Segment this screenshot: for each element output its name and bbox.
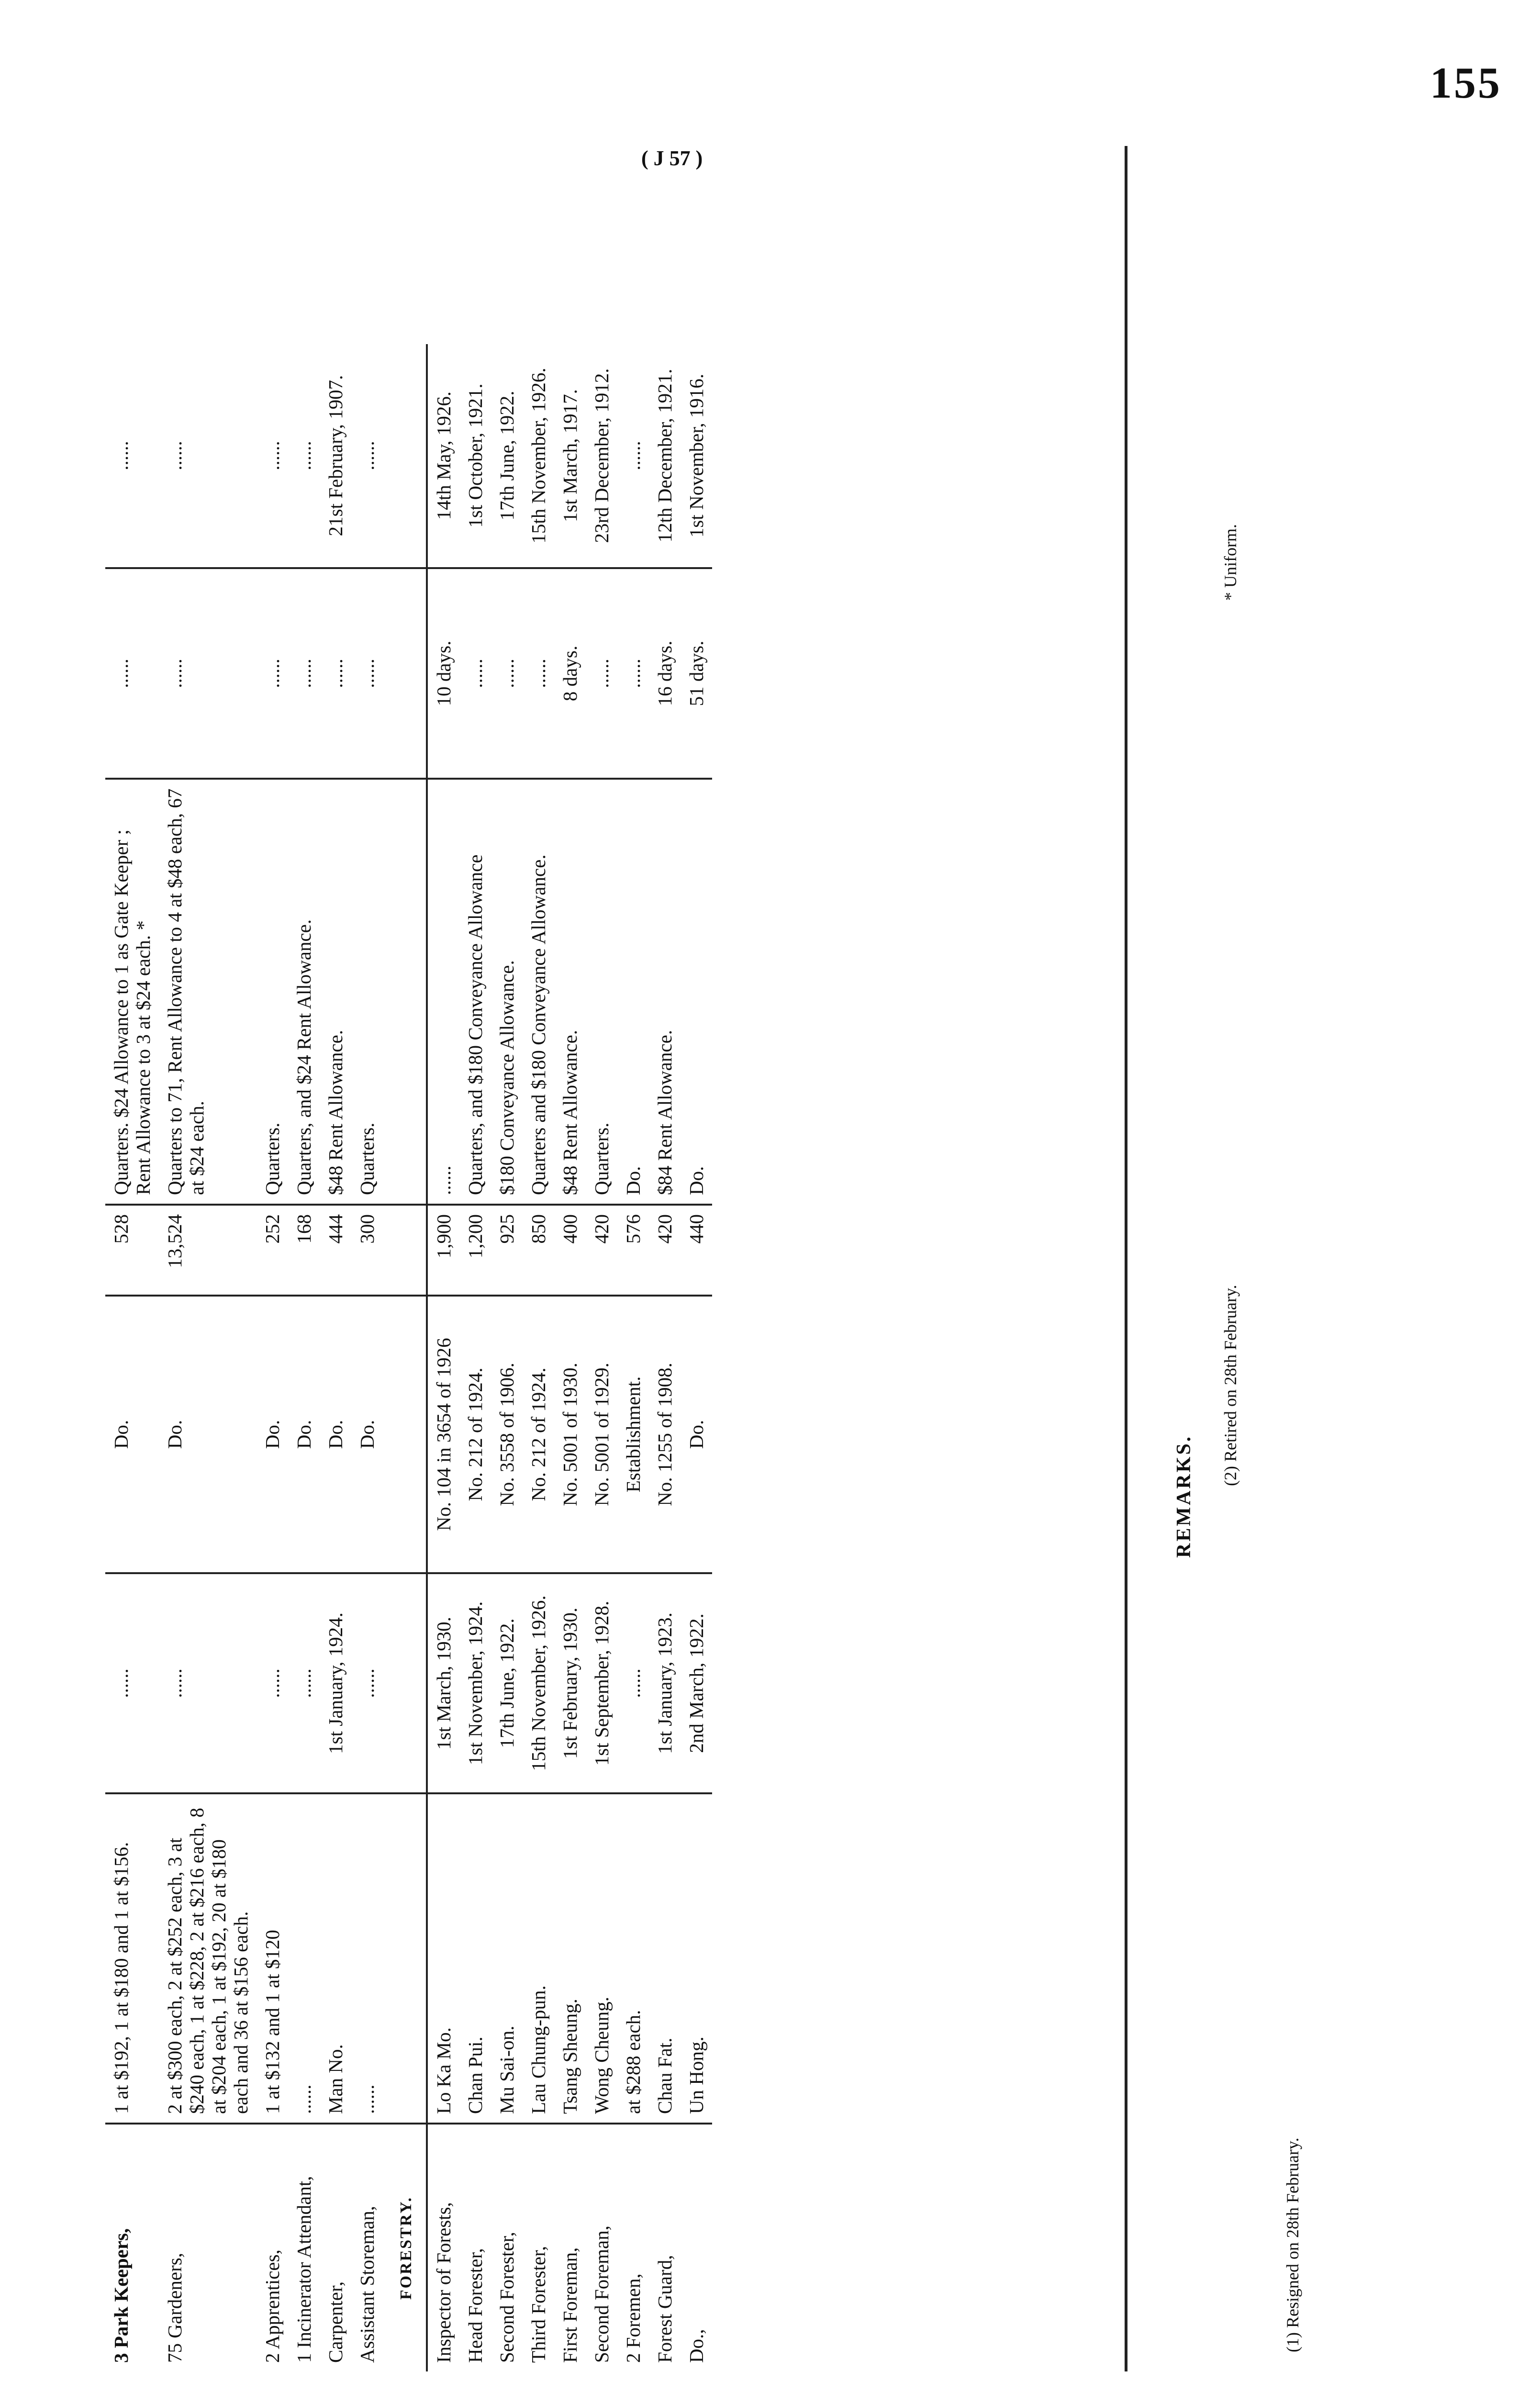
table-row (427, 344, 459, 2371)
empty-cell (383, 779, 427, 1205)
ledger-body (105, 344, 712, 2371)
post-title: Second Foreman, (591, 2225, 613, 2363)
remark-note-3: * Uniform. (1221, 524, 1240, 601)
section-cell (383, 2124, 427, 2371)
amount-cell: 420 (649, 1205, 681, 1296)
empty-cell (383, 344, 427, 568)
leave-cell: ...... (288, 568, 320, 779)
leave-cell: 16 days. (649, 568, 681, 779)
remark-note-1: (1) Resigned on 28th February. (1283, 2137, 1302, 2352)
post-title: Carpenter, (324, 2281, 346, 2363)
appointed-cell: ...... (159, 344, 257, 568)
amount-cell: 420 (586, 1205, 617, 1296)
officer-name: 2 at $300 each, 2 at $252 each, 3 at $240 each, 1 at $228, 2 at $216 each, 8 at $204 each, 1 at $192, 20 at $180 each and 36 at $156 each. (159, 1793, 257, 2124)
amount-cell: 850 (523, 1205, 554, 1296)
appointed-cell: 12th December, 1921. (649, 344, 681, 568)
table-row (617, 344, 649, 2371)
amount-cell: 925 (491, 1205, 523, 1296)
table-row (649, 344, 681, 2371)
officer-name: Lau Chung-pun. (523, 1793, 554, 2124)
date-cell: ...... (617, 1573, 649, 1793)
table-row (105, 344, 159, 2371)
allowances-cell: Do. (681, 779, 712, 1205)
table-row (554, 344, 586, 2371)
authority-cell: No. 5001 of 1929. (586, 1296, 617, 1573)
authority-cell: No. 104 in 3654 of 1926 (427, 1296, 459, 1573)
authority-cell: Do. (288, 1296, 320, 1573)
authority-cell: Do. (320, 1296, 351, 1573)
amount-cell: 444 (320, 1205, 351, 1296)
appointed-cell: 1st March, 1917. (554, 344, 586, 568)
allowances-cell: $48 Rent Allowance. (320, 779, 351, 1205)
officer-name: Tsang Sheung. (554, 1793, 586, 2124)
post-title: Do., (685, 2329, 707, 2363)
officer-name: at $288 each. (617, 1793, 649, 2124)
authority-cell: Do. (681, 1296, 712, 1573)
date-cell: 1st February, 1930. (554, 1573, 586, 1793)
officer-name: 1 at $132 and 1 at $120 (257, 1793, 288, 2124)
amount-cell: 1,200 (459, 1205, 491, 1296)
authority-cell: Do. (159, 1296, 257, 1573)
empty-cell (383, 568, 427, 779)
officer-name: Chau Fat. (649, 1793, 681, 2124)
allowances-cell: $48 Rent Allowance. (554, 779, 586, 1205)
appointed-cell: ...... (617, 344, 649, 568)
date-cell: 15th November, 1926. (523, 1573, 554, 1793)
date-cell: ...... (288, 1573, 320, 1793)
allowances-cell: Quarters. (586, 779, 617, 1205)
amount-cell: 13,524 (159, 1205, 257, 1296)
post-title: Forest Guard, (654, 2255, 676, 2363)
table-row (257, 344, 288, 2371)
post-title: Second Forester, (496, 2232, 518, 2363)
appointed-cell: 23rd December, 1912. (586, 344, 617, 568)
amount-cell: 1,900 (427, 1205, 459, 1296)
authority-cell: Do. (105, 1296, 159, 1573)
table-row (523, 344, 554, 2371)
post-title: 75 Gardeners, (164, 2253, 186, 2363)
amount-cell: 440 (681, 1205, 712, 1296)
post-title: Third Forester, (527, 2246, 549, 2363)
amount-cell: 300 (351, 1205, 383, 1296)
remark-note-2: (2) Retired on 28th February. (1221, 1285, 1240, 1486)
post-title: First Foreman, (559, 2247, 581, 2363)
appointed-cell: ...... (351, 344, 383, 568)
appointed-cell: ...... (288, 344, 320, 568)
date-cell: 1st January, 1924. (320, 1573, 351, 1793)
officer-name: Wong Cheung. (586, 1793, 617, 2124)
allowances-cell: $180 Conveyance Allowance. (491, 779, 523, 1205)
officer-name: ...... (351, 1793, 383, 2124)
date-cell: 1st November, 1924. (459, 1573, 491, 1793)
amount-cell: 252 (257, 1205, 288, 1296)
authority-cell: Establishment. (617, 1296, 649, 1573)
appointed-cell: 1st November, 1916. (681, 344, 712, 568)
empty-cell (383, 1573, 427, 1793)
leave-cell: ...... (257, 568, 288, 779)
authority-cell: Do. (351, 1296, 383, 1573)
date-cell: ...... (257, 1573, 288, 1793)
appointed-cell: 15th November, 1926. (523, 344, 554, 568)
table-row (320, 344, 351, 2371)
post-title: Inspector of Forests, (427, 2124, 459, 2371)
authority-cell: No. 5001 of 1930. (554, 1296, 586, 1573)
leave-cell: ...... (586, 568, 617, 779)
date-cell: 1st September, 1928. (586, 1573, 617, 1793)
amount-cell: 576 (617, 1205, 649, 1296)
amount-cell: 400 (554, 1205, 586, 1296)
date-cell: ...... (159, 1573, 257, 1793)
leave-cell: ...... (523, 568, 554, 779)
amount-cell: 168 (288, 1205, 320, 1296)
officer-name: ...... (288, 1793, 320, 2124)
section-heading: FORESTRY. (397, 2196, 415, 2300)
date-cell: 17th June, 1922. (491, 1573, 523, 1793)
appointed-cell: 21st February, 1907. (320, 344, 351, 568)
allowances-cell: ...... (427, 779, 459, 1205)
authority-cell: No. 212 of 1924. (523, 1296, 554, 1573)
date-cell: ...... (105, 1573, 159, 1793)
allowances-cell: Quarters, and $24 Rent Allowance. (288, 779, 320, 1205)
empty-cell (383, 1793, 427, 2124)
post-title: Assistant Storeman, (356, 2206, 378, 2363)
allowances-cell: Quarters. (257, 779, 288, 1205)
appointed-cell: 14th May, 1926. (427, 344, 459, 568)
authority-cell: No. 3558 of 1906. (491, 1296, 523, 1573)
post-title: 1 Incinerator Attendant, (293, 2176, 315, 2363)
empty-cell (383, 1205, 427, 1296)
section-row (383, 344, 427, 2371)
leave-cell: ...... (105, 568, 159, 779)
leave-cell: ...... (320, 568, 351, 779)
authority-cell: Do. (257, 1296, 288, 1573)
authority-cell: No. 1255 of 1908. (649, 1296, 681, 1573)
date-cell: 1st March, 1930. (427, 1573, 459, 1793)
leave-cell: ...... (459, 568, 491, 779)
table-row (159, 344, 257, 2371)
amount-cell: 528 (105, 1205, 159, 1296)
officer-name: Mu Sai-on. (491, 1793, 523, 2124)
post-title: 3 Park Keepers, (110, 2228, 132, 2363)
post-title: Head Forester, (464, 2248, 486, 2363)
table-row (459, 344, 491, 2371)
allowances-cell: Quarters and $180 Conveyance Allowance. (523, 779, 554, 1205)
rotated-ledger (105, 146, 1326, 2371)
leave-cell: ...... (351, 568, 383, 779)
leave-cell: 8 days. (554, 568, 586, 779)
staff-ledger-table (105, 344, 712, 2371)
appointed-cell: ...... (257, 344, 288, 568)
remarks-heading: REMARKS. (1173, 1434, 1195, 1558)
authority-cell: No. 212 of 1924. (459, 1296, 491, 1573)
officer-name: Un Hong. (681, 1793, 712, 2124)
allowances-cell: Quarters to 71, Rent Allowance to 4 at $48 each, 67 at $24 each. (159, 779, 257, 1205)
appointed-cell: 1st October, 1921. (459, 344, 491, 568)
leave-cell: 51 days. (681, 568, 712, 779)
allowances-cell: Quarters. (351, 779, 383, 1205)
allowances-cell: $84 Rent Allowance. (649, 779, 681, 1205)
leave-cell: ...... (491, 568, 523, 779)
table-row (586, 344, 617, 2371)
post-title: 2 Apprentices, (261, 2249, 283, 2363)
allowances-cell: Quarters, and $180 Conveyance Allowance (459, 779, 491, 1205)
table-row (351, 344, 383, 2371)
leave-cell: 10 days. (427, 568, 459, 779)
date-cell: ...... (351, 1573, 383, 1793)
officer-name: Man No. (320, 1793, 351, 2124)
allowances-cell: Do. (617, 779, 649, 1205)
bottom-rule (1125, 146, 1127, 2371)
table-row (491, 344, 523, 2371)
section-code: ( J 57 ) (641, 146, 703, 170)
appointed-cell: ...... (105, 344, 159, 568)
empty-cell (383, 1296, 427, 1573)
leave-cell: ...... (617, 568, 649, 779)
leave-cell: ...... (159, 568, 257, 779)
table-row (681, 344, 712, 2371)
appointed-cell: 17th June, 1922. (491, 344, 523, 568)
date-cell: 2nd March, 1922. (681, 1573, 712, 1793)
post-title: 2 Foremen, (622, 2273, 644, 2363)
page-number: 155 (1430, 58, 1502, 107)
allowances-cell: Quarters. $24 Allowance to 1 as Gate Keeper ; Rent Allowance to 3 at $24 each. * (105, 779, 159, 1205)
officer-name: 1 at $192, 1 at $180 and 1 at $156. (105, 1793, 159, 2124)
officer-name: Lo Ka Mo. (427, 1793, 459, 2124)
date-cell: 1st January, 1923. (649, 1573, 681, 1793)
officer-name: Chan Pui. (459, 1793, 491, 2124)
table-row (288, 344, 320, 2371)
